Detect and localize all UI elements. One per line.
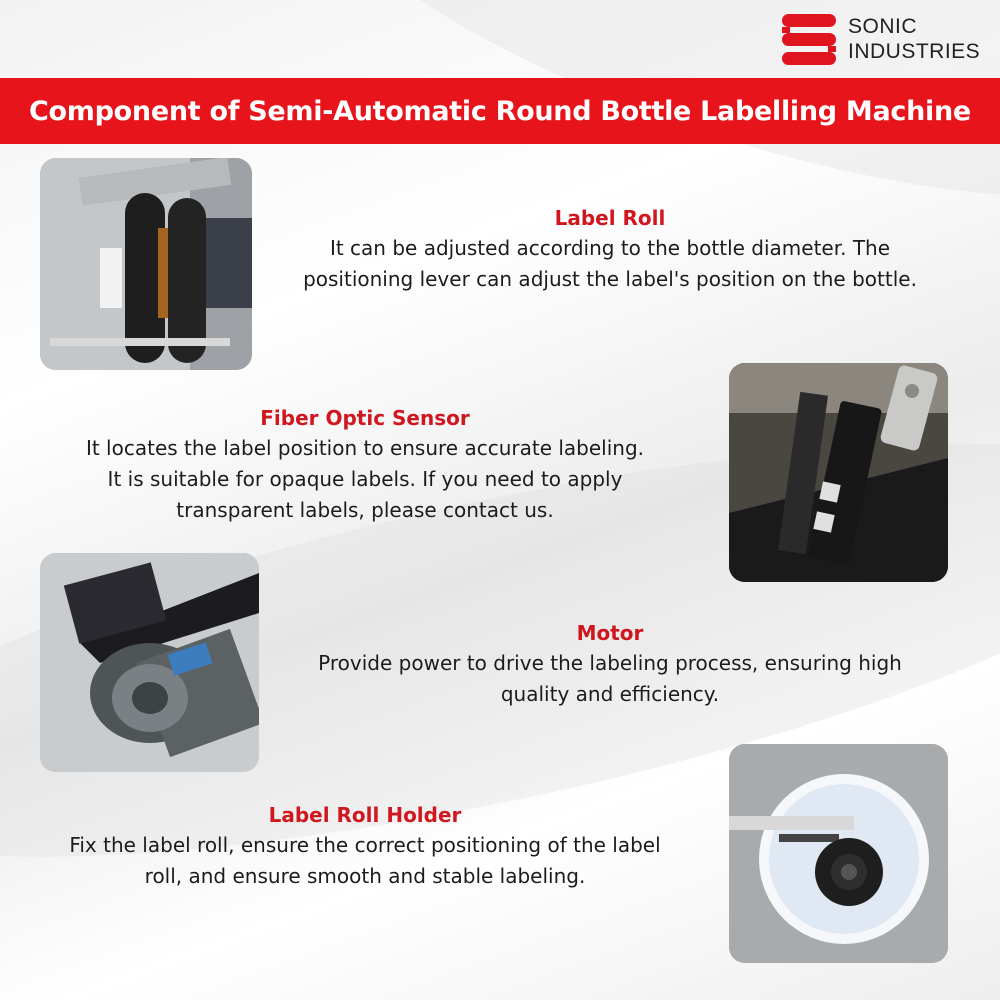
logo-line-1: SONIC: [848, 15, 918, 38]
component-description-line: positioning lever can adjust the label's position on the bottle.: [303, 267, 917, 291]
page-title: Component of Semi-Automatic Round Bottle Labelling Machine: [29, 95, 971, 127]
component-description-line: It can be adjusted according to the bottle diameter. The: [329, 236, 891, 260]
fiber-optic-sensor-photo: [729, 363, 948, 582]
component-description-line: roll, and ensure smooth and stable labeling.: [144, 864, 586, 888]
logo-text: [848, 14, 980, 64]
component-title: Label Roll Holder: [268, 803, 462, 827]
label-roll-photo: [40, 158, 252, 370]
title-banner: [0, 78, 1000, 144]
motor-photo: [40, 553, 259, 772]
logo-mark-icon: [782, 13, 836, 65]
component-description-line: It is suitable for opaque labels. If you need to apply: [107, 467, 623, 491]
component-fiber-optic-sensor: [30, 403, 700, 526]
logo-line-2: INDUSTRIES: [848, 40, 981, 63]
component-label-roll: [270, 203, 950, 295]
component-title: Label Roll: [554, 206, 666, 230]
component-title: Fiber Optic Sensor: [260, 406, 470, 430]
component-description-line: Fix the label roll, ensure the correct positioning of the label: [69, 833, 661, 857]
component-description-line: transparent labels, please contact us.: [176, 498, 554, 522]
sonic-industries-logo: [782, 10, 992, 68]
component-description-line: Provide power to drive the labeling process, ensuring high: [318, 651, 902, 675]
component-motor: [275, 618, 945, 710]
component-description-line: quality and efficiency.: [500, 682, 720, 706]
component-label-roll-holder: [30, 800, 700, 892]
component-title: Motor: [576, 621, 644, 645]
component-description-line: It locates the label position to ensure accurate labeling.: [85, 436, 645, 460]
label-roll-holder-photo: [729, 744, 948, 963]
